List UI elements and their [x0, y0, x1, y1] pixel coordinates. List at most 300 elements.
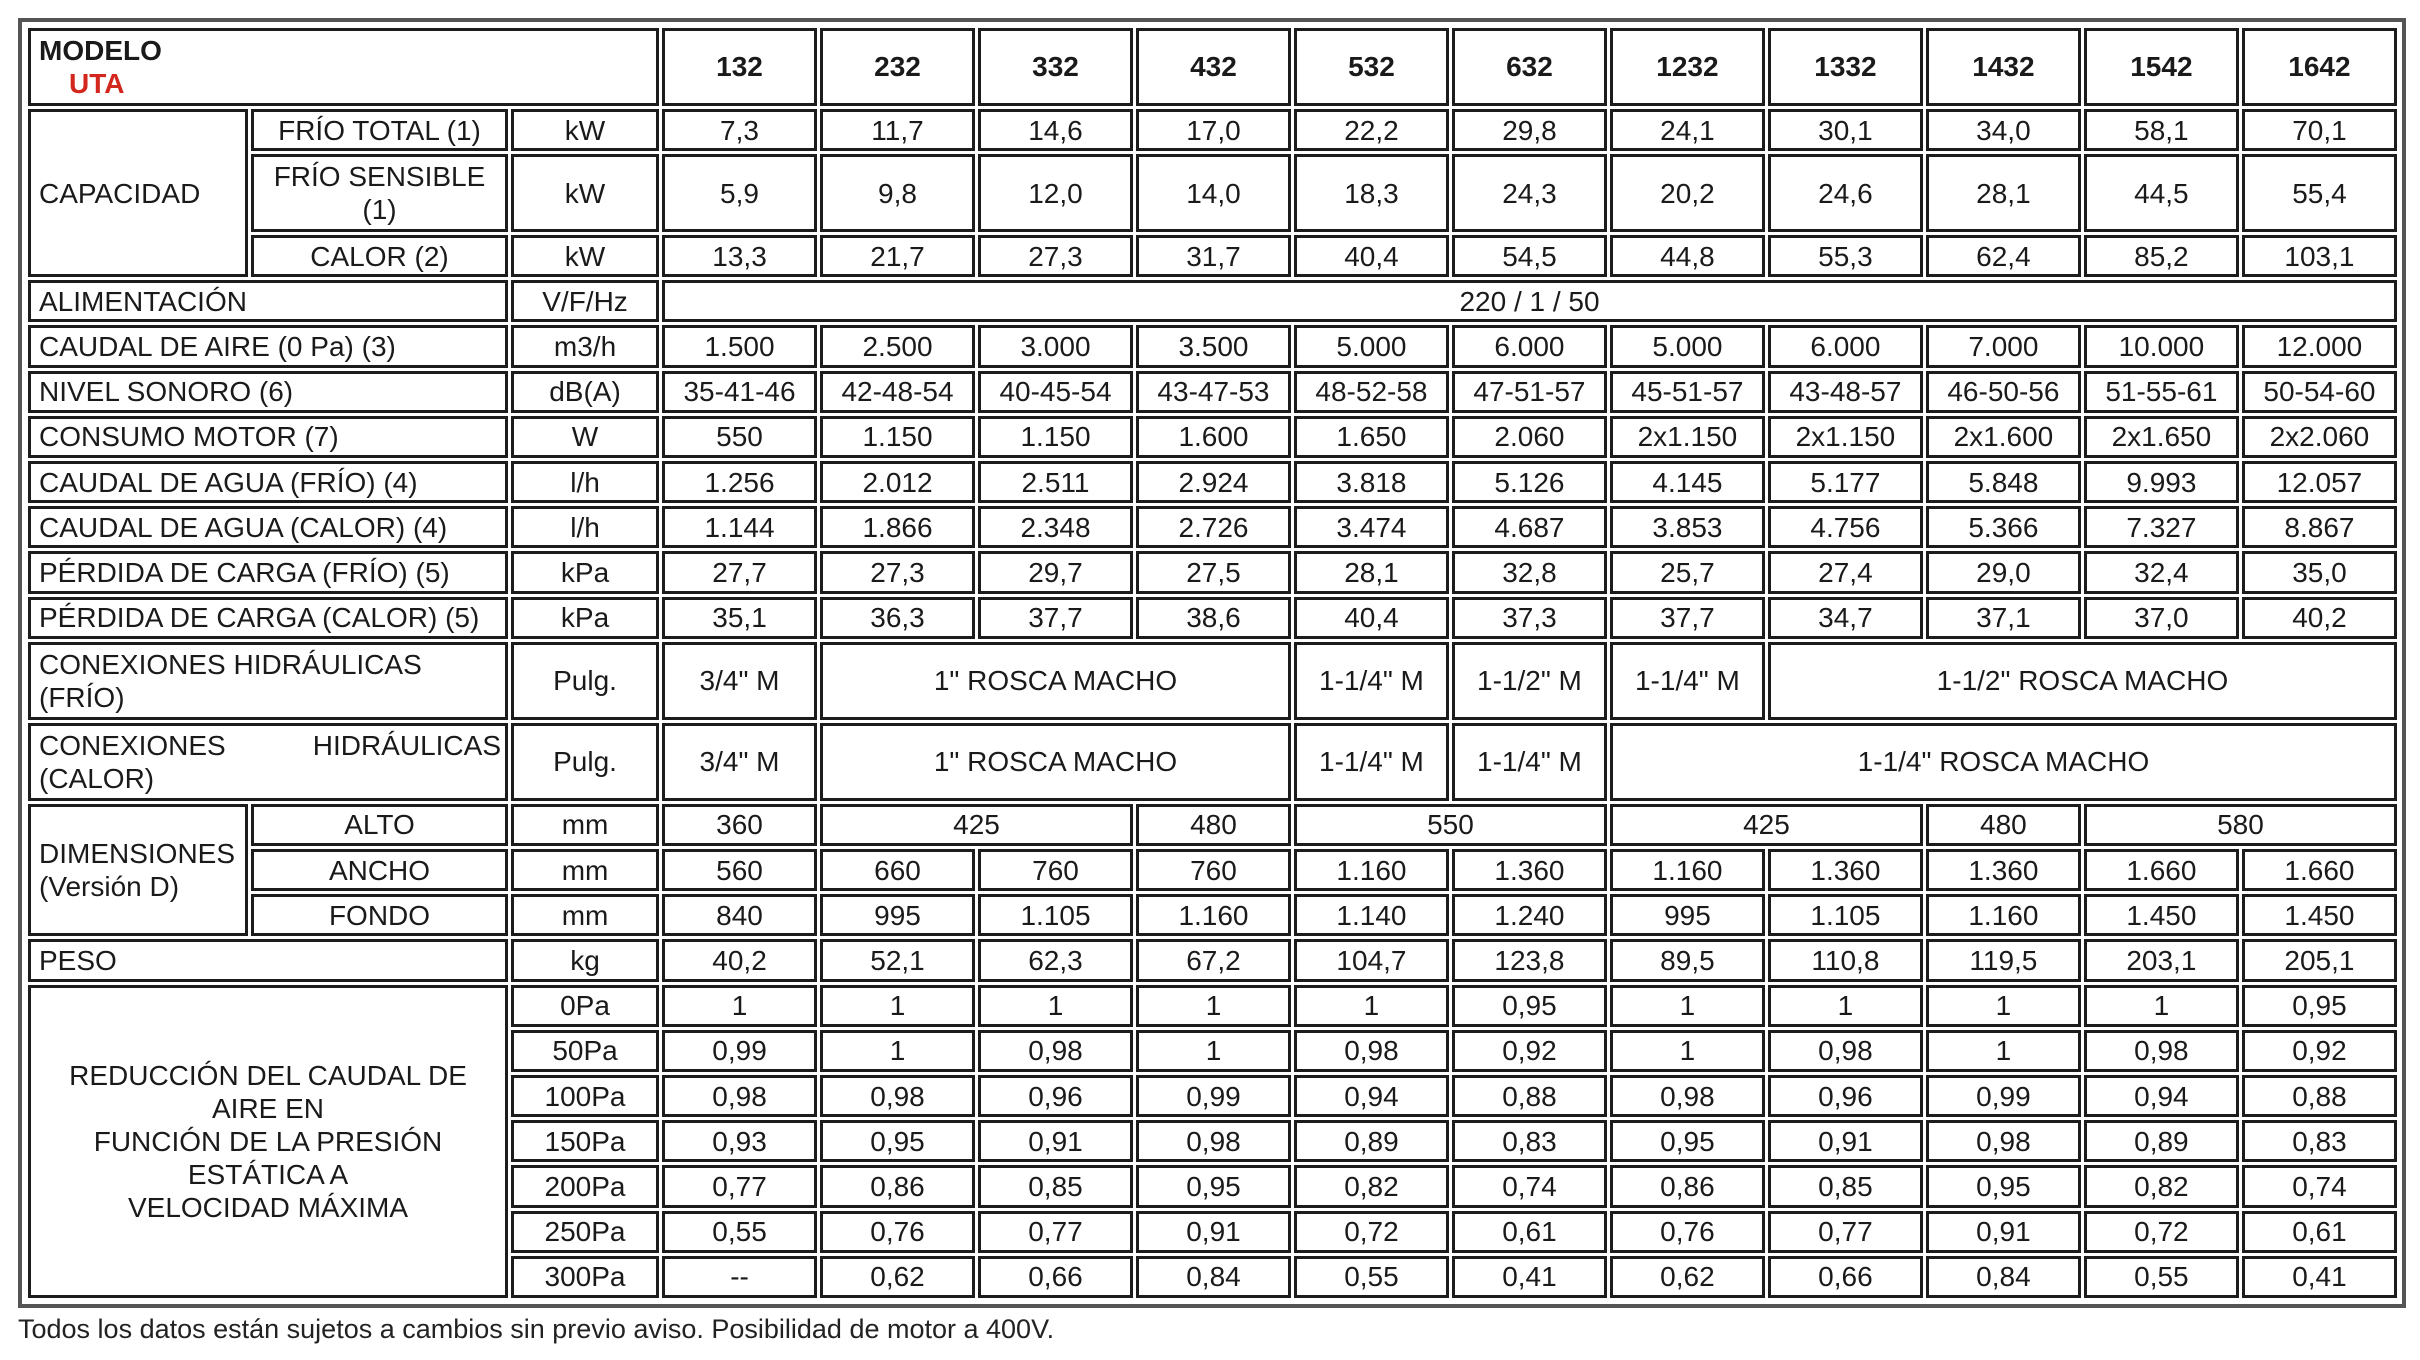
peso-row — [28, 939, 2397, 981]
value-cell: 1.160 — [1610, 849, 1765, 891]
value-cell: 55,3 — [1768, 235, 1923, 277]
value-cell: 1.450 — [2084, 894, 2239, 936]
value-cell: 21,7 — [820, 235, 975, 277]
value-cell: 2.726 — [1136, 506, 1291, 548]
value-cell: 2.511 — [978, 461, 1133, 503]
value-cell: 2.060 — [1452, 416, 1607, 458]
value-cell: 0,98 — [820, 1075, 975, 1117]
value-cell: 4.687 — [1452, 506, 1607, 548]
value-cell: 52,1 — [820, 939, 975, 981]
value-cell: 2.012 — [820, 461, 975, 503]
value-cell: 0,92 — [2242, 1030, 2397, 1072]
group-label-line: FUNCIÓN DE LA PRESIÓN — [93, 1125, 443, 1157]
unit-cell: mm — [511, 849, 659, 891]
value-cell: 1 — [1294, 985, 1449, 1027]
value-cell: 0,98 — [1294, 1030, 1449, 1072]
value-cell: 89,5 — [1610, 939, 1765, 981]
value-cell: 1-1/4" M — [1294, 723, 1449, 801]
value-cell: 0,98 — [1136, 1120, 1291, 1162]
value-cell: 0,98 — [1768, 1030, 1923, 1072]
value-cell: 2.348 — [978, 506, 1133, 548]
capacidad-row — [28, 109, 2397, 151]
value-cell: 48-52-58 — [1294, 371, 1449, 413]
footnote: Todos los datos están sujetos a cambios sin previo aviso. Posibilidad de motor a 400V. — [18, 1314, 1055, 1344]
value-cell: 0,84 — [1926, 1256, 2081, 1298]
value-cell: 1 — [1610, 985, 1765, 1027]
value-cell: 7,3 — [662, 109, 817, 151]
row-label: CALOR (2) — [251, 235, 508, 277]
value-cell: 0,72 — [1294, 1211, 1449, 1253]
value-cell: 1 — [1136, 1030, 1291, 1072]
value-cell: 0,99 — [1926, 1075, 2081, 1117]
value-cell: 0,91 — [1926, 1211, 2081, 1253]
value-cell: 29,8 — [1452, 109, 1607, 151]
value-cell: 0,98 — [1926, 1120, 2081, 1162]
row-label — [28, 723, 508, 801]
value-cell: 1 — [978, 985, 1133, 1027]
value-cell: 550 — [662, 416, 817, 458]
data-row — [28, 325, 2397, 367]
unit-cell: l/h — [511, 461, 659, 503]
value-cell: 2x1.150 — [1610, 416, 1765, 458]
value-cell: 3.500 — [1136, 325, 1291, 367]
value-cell: 70,1 — [2242, 109, 2397, 151]
value-cell: 5,9 — [662, 154, 817, 232]
value-cell: 2x2.060 — [2242, 416, 2397, 458]
value-cell: 1.150 — [978, 416, 1133, 458]
value-cell: 760 — [978, 849, 1133, 891]
alimentacion-row — [28, 280, 2397, 322]
unit-cell: 200Pa — [511, 1165, 659, 1207]
model-column-header: 232 — [820, 28, 975, 106]
row-label: FRÍO TOTAL (1) — [251, 109, 508, 151]
value-cell: 5.177 — [1768, 461, 1923, 503]
unit-cell: kW — [511, 109, 659, 151]
value-cell: 480 — [1136, 804, 1291, 846]
value-cell: 0,76 — [1610, 1211, 1765, 1253]
value-cell: 0,84 — [1136, 1256, 1291, 1298]
value-cell: 425 — [1610, 804, 1923, 846]
value-cell: 660 — [820, 849, 975, 891]
value-cell: 760 — [1136, 849, 1291, 891]
unit-cell: V/F/Hz — [511, 280, 659, 322]
value-cell: 32,4 — [2084, 551, 2239, 593]
value-cell: 5.848 — [1926, 461, 2081, 503]
value-cell: 43-47-53 — [1136, 371, 1291, 413]
value-cell: 0,82 — [2084, 1165, 2239, 1207]
dimensiones-row — [28, 804, 2397, 846]
unit-cell: kW — [511, 154, 659, 232]
value-cell: 29,7 — [978, 551, 1133, 593]
value-cell: 0,77 — [978, 1211, 1133, 1253]
value-cell: 0,88 — [2242, 1075, 2397, 1117]
model-column-header: 1332 — [1768, 28, 1923, 106]
unit-cell: kW — [511, 235, 659, 277]
reduccion-row — [28, 985, 2397, 1027]
value-cell: 3/4" M — [662, 642, 817, 720]
model-column-header: 1432 — [1926, 28, 2081, 106]
unit-cell: 300Pa — [511, 1256, 659, 1298]
value-cell: 0,85 — [1768, 1165, 1923, 1207]
value-cell: 0,77 — [1768, 1211, 1923, 1253]
row-label: PESO — [28, 939, 508, 981]
value-cell: 995 — [820, 894, 975, 936]
value-cell: 0,96 — [1768, 1075, 1923, 1117]
value-cell: 2.500 — [820, 325, 975, 367]
value-cell: 29,0 — [1926, 551, 2081, 593]
value-cell: 0,62 — [820, 1256, 975, 1298]
row-label: ALTO — [251, 804, 508, 846]
value-cell: 3/4" M — [662, 723, 817, 801]
model-column-header: 132 — [662, 28, 817, 106]
value-cell: 0,95 — [1452, 985, 1607, 1027]
value-cell: 3.000 — [978, 325, 1133, 367]
value-cell: 1.450 — [2242, 894, 2397, 936]
value-cell: 0,89 — [2084, 1120, 2239, 1162]
value-cell: 27,3 — [820, 551, 975, 593]
value-cell: 14,0 — [1136, 154, 1291, 232]
row-label: CAUDAL DE AIRE (0 Pa) (3) — [28, 325, 508, 367]
value-cell: 47-51-57 — [1452, 371, 1607, 413]
value-cell: 28,1 — [1294, 551, 1449, 593]
value-cell: 5.126 — [1452, 461, 1607, 503]
group-label-line: AIRE EN — [211, 1092, 325, 1124]
value-cell: 1.660 — [2084, 849, 2239, 891]
unit-cell: kPa — [511, 551, 659, 593]
value-cell: 34,7 — [1768, 597, 1923, 639]
value-cell: 1 — [1610, 1030, 1765, 1072]
value-cell: 1.256 — [662, 461, 817, 503]
value-cell: 0,91 — [1136, 1211, 1291, 1253]
value-cell: 5.366 — [1926, 506, 2081, 548]
row-label: CONSUMO MOTOR (7) — [28, 416, 508, 458]
value-cell: 1.160 — [1926, 894, 2081, 936]
value-cell: 0,86 — [820, 1165, 975, 1207]
value-cell: 27,4 — [1768, 551, 1923, 593]
value-cell: 58,1 — [2084, 109, 2239, 151]
value-cell: 28,1 — [1926, 154, 2081, 232]
value-cell: 1 — [1768, 985, 1923, 1027]
data-row — [28, 371, 2397, 413]
reduccion-group-label — [28, 985, 508, 1298]
value-cell: 1.360 — [1926, 849, 2081, 891]
value-cell: 0,88 — [1452, 1075, 1607, 1117]
value-cell: 110,8 — [1768, 939, 1923, 981]
data-row — [28, 416, 2397, 458]
spec-table — [25, 25, 2400, 1301]
unit-cell: 250Pa — [511, 1211, 659, 1253]
unit-cell: 0Pa — [511, 985, 659, 1027]
value-cell: 0,98 — [2084, 1030, 2239, 1072]
value-cell: 2x1.150 — [1768, 416, 1923, 458]
value-cell: 0,92 — [1452, 1030, 1607, 1072]
value-cell: 0,76 — [820, 1211, 975, 1253]
value-cell: 24,3 — [1452, 154, 1607, 232]
value-cell: 12.057 — [2242, 461, 2397, 503]
model-column-header: 1642 — [2242, 28, 2397, 106]
value-cell: 0,82 — [1294, 1165, 1449, 1207]
value-cell: 0,85 — [978, 1165, 1133, 1207]
value-cell: 6.000 — [1768, 325, 1923, 367]
model-column-header: 1542 — [2084, 28, 2239, 106]
value-cell: 43-48-57 — [1768, 371, 1923, 413]
value-cell: 42-48-54 — [820, 371, 975, 413]
row-label-word: (CALOR) — [39, 762, 155, 794]
value-cell: 2x1.650 — [2084, 416, 2239, 458]
value-cell: 2x1.600 — [1926, 416, 2081, 458]
value-cell: 0,77 — [662, 1165, 817, 1207]
value-cell: 0,55 — [1294, 1256, 1449, 1298]
value-cell: 1.140 — [1294, 894, 1449, 936]
value-cell: 13,3 — [662, 235, 817, 277]
value-cell: 24,6 — [1768, 154, 1923, 232]
value-cell: 85,2 — [2084, 235, 2239, 277]
value-cell: 20,2 — [1610, 154, 1765, 232]
value-cell: 0,91 — [978, 1120, 1133, 1162]
value-cell: 24,1 — [1610, 109, 1765, 151]
value-cell: 40,4 — [1294, 597, 1449, 639]
value-cell: 0,99 — [1136, 1075, 1291, 1117]
value-cell: 5.000 — [1610, 325, 1765, 367]
value-cell: 55,4 — [2242, 154, 2397, 232]
value-cell: 9.993 — [2084, 461, 2239, 503]
value-cell: 1" ROSCA MACHO — [820, 723, 1291, 801]
value-cell: 51-55-61 — [2084, 371, 2239, 413]
value-cell: 44,8 — [1610, 235, 1765, 277]
value-cell: 0,86 — [1610, 1165, 1765, 1207]
row-label: NIVEL SONORO (6) — [28, 371, 508, 413]
row-label: ALIMENTACIÓN — [28, 280, 508, 322]
row-label-line — [39, 729, 501, 762]
value-cell: 0,74 — [2242, 1165, 2397, 1207]
value-cell: 1.150 — [820, 416, 975, 458]
value-cell: 31,7 — [1136, 235, 1291, 277]
dimensiones-group-label — [28, 804, 248, 937]
value-cell: 12,0 — [978, 154, 1133, 232]
value-cell: 40,2 — [2242, 597, 2397, 639]
row-label: ANCHO — [251, 849, 508, 891]
value-cell: 40-45-54 — [978, 371, 1133, 413]
value-cell: 27,7 — [662, 551, 817, 593]
data-row — [28, 597, 2397, 639]
value-cell: 0,83 — [2242, 1120, 2397, 1162]
row-label-word: CONEXIONES — [39, 729, 226, 761]
row-label: PÉRDIDA DE CARGA (FRÍO) (5) — [28, 551, 508, 593]
value-cell: 27,5 — [1136, 551, 1291, 593]
value-cell: -- — [662, 1256, 817, 1298]
value-cell: 12.000 — [2242, 325, 2397, 367]
value-cell: 0,91 — [1768, 1120, 1923, 1162]
value-cell: 32,8 — [1452, 551, 1607, 593]
value-cell: 10.000 — [2084, 325, 2239, 367]
value-cell: 0,94 — [2084, 1075, 2239, 1117]
value-cell: 0,98 — [662, 1075, 817, 1117]
value-cell: 5.000 — [1294, 325, 1449, 367]
value-cell: 1.650 — [1294, 416, 1449, 458]
value-cell: 7.000 — [1926, 325, 2081, 367]
value-cell: 1 — [662, 985, 817, 1027]
value-cell: 1.360 — [1768, 849, 1923, 891]
model-column-header: 432 — [1136, 28, 1291, 106]
group-label-line: ESTÁTICA A — [187, 1158, 349, 1190]
unit-cell: dB(A) — [511, 371, 659, 413]
value-cell: 4.145 — [1610, 461, 1765, 503]
value-cell: 220 / 1 / 50 — [662, 280, 2397, 322]
group-label-line: DIMENSIONES — [39, 837, 236, 869]
dimensiones-row — [28, 849, 2397, 891]
value-cell: 8.867 — [2242, 506, 2397, 548]
value-cell: 0,41 — [1452, 1256, 1607, 1298]
data-row — [28, 506, 2397, 548]
value-cell: 45-51-57 — [1610, 371, 1765, 413]
value-cell: 1-1/4" M — [1452, 723, 1607, 801]
value-cell: 37,1 — [1926, 597, 2081, 639]
value-cell: 119,5 — [1926, 939, 2081, 981]
row-label-line — [39, 762, 501, 795]
value-cell: 0,95 — [1610, 1120, 1765, 1162]
value-cell: 54,5 — [1452, 235, 1607, 277]
value-cell: 580 — [2084, 804, 2397, 846]
value-cell: 50-54-60 — [2242, 371, 2397, 413]
value-cell: 35-41-46 — [662, 371, 817, 413]
value-cell: 0,66 — [1768, 1256, 1923, 1298]
value-cell: 37,0 — [2084, 597, 2239, 639]
value-cell: 22,2 — [1294, 109, 1449, 151]
value-cell: 35,0 — [2242, 551, 2397, 593]
value-cell: 17,0 — [1136, 109, 1291, 151]
value-cell: 0,74 — [1452, 1165, 1607, 1207]
value-cell: 1.105 — [978, 894, 1133, 936]
value-cell: 1.105 — [1768, 894, 1923, 936]
value-cell: 203,1 — [2084, 939, 2239, 981]
value-cell: 0,83 — [1452, 1120, 1607, 1162]
value-cell: 0,95 — [1136, 1165, 1291, 1207]
value-cell: 1.160 — [1136, 894, 1291, 936]
group-label-line: (Versión D) — [39, 871, 180, 903]
unit-cell: kPa — [511, 597, 659, 639]
value-cell: 62,3 — [978, 939, 1133, 981]
value-cell: 0,89 — [1294, 1120, 1449, 1162]
value-cell: 37,3 — [1452, 597, 1607, 639]
value-cell: 0,93 — [662, 1120, 817, 1162]
value-cell: 44,5 — [2084, 154, 2239, 232]
value-cell: 1-1/4" M — [1294, 642, 1449, 720]
value-cell: 11,7 — [820, 109, 975, 151]
value-cell: 0,61 — [1452, 1211, 1607, 1253]
value-cell: 560 — [662, 849, 817, 891]
value-cell: 1.160 — [1294, 849, 1449, 891]
value-cell: 2.924 — [1136, 461, 1291, 503]
value-cell: 1-1/2" ROSCA MACHO — [1768, 642, 2397, 720]
value-cell: 205,1 — [2242, 939, 2397, 981]
unit-cell: kg — [511, 939, 659, 981]
value-cell: 38,6 — [1136, 597, 1291, 639]
value-cell: 1 — [1926, 985, 2081, 1027]
model-column-header: 532 — [1294, 28, 1449, 106]
value-cell: 0,66 — [978, 1256, 1133, 1298]
value-cell: 1 — [820, 1030, 975, 1072]
value-cell: 35,1 — [662, 597, 817, 639]
value-cell: 0,41 — [2242, 1256, 2397, 1298]
value-cell: 0,55 — [662, 1211, 817, 1253]
unit-cell: m3/h — [511, 325, 659, 367]
value-cell: 3.853 — [1610, 506, 1765, 548]
unit-cell: mm — [511, 894, 659, 936]
model-column-header: 1232 — [1610, 28, 1765, 106]
value-cell: 4.756 — [1768, 506, 1923, 548]
value-cell: 67,2 — [1136, 939, 1291, 981]
value-cell: 1" ROSCA MACHO — [820, 642, 1291, 720]
unit-cell: 100Pa — [511, 1075, 659, 1117]
unit-cell: Pulg. — [511, 642, 659, 720]
value-cell: 0,62 — [1610, 1256, 1765, 1298]
value-cell: 3.818 — [1294, 461, 1449, 503]
row-label: FONDO — [251, 894, 508, 936]
value-cell: 104,7 — [1294, 939, 1449, 981]
value-cell: 1.660 — [2242, 849, 2397, 891]
value-cell: 9,8 — [820, 154, 975, 232]
unit-cell: 50Pa — [511, 1030, 659, 1072]
value-cell: 14,6 — [978, 109, 1133, 151]
value-cell: 0,55 — [2084, 1256, 2239, 1298]
unit-cell: W — [511, 416, 659, 458]
row-label: CAUDAL DE AGUA (CALOR) (4) — [28, 506, 508, 548]
value-cell: 1 — [2084, 985, 2239, 1027]
value-cell: 0,61 — [2242, 1211, 2397, 1253]
value-cell: 0,99 — [662, 1030, 817, 1072]
model-column-header: 632 — [1452, 28, 1607, 106]
row-label: CONEXIONES HIDRÁULICAS (FRÍO) — [28, 642, 508, 720]
value-cell: 1-1/4" M — [1610, 642, 1765, 720]
value-cell: 0,95 — [2242, 985, 2397, 1027]
capacidad-row — [28, 154, 2397, 232]
value-cell: 0,96 — [978, 1075, 1133, 1117]
model-sub: UTA — [69, 67, 125, 99]
conexiones-calor-row — [28, 723, 2397, 801]
group-label-line: REDUCCIÓN DEL CAUDAL DE — [69, 1059, 467, 1091]
unit-cell: mm — [511, 804, 659, 846]
value-cell: 0,72 — [2084, 1211, 2239, 1253]
value-cell: 103,1 — [2242, 235, 2397, 277]
value-cell: 840 — [662, 894, 817, 936]
value-cell: 0,98 — [1610, 1075, 1765, 1117]
value-cell: 1.144 — [662, 506, 817, 548]
data-row — [28, 551, 2397, 593]
value-cell: 27,3 — [978, 235, 1133, 277]
row-label: PÉRDIDA DE CARGA (CALOR) (5) — [28, 597, 508, 639]
value-cell: 30,1 — [1768, 109, 1923, 151]
model-header-cell — [28, 28, 659, 106]
value-cell: 1.600 — [1136, 416, 1291, 458]
row-label: CAUDAL DE AGUA (FRÍO) (4) — [28, 461, 508, 503]
value-cell: 1.360 — [1452, 849, 1607, 891]
value-cell: 425 — [820, 804, 1133, 846]
value-cell: 0,98 — [978, 1030, 1133, 1072]
value-cell: 360 — [662, 804, 817, 846]
group-label-line: VELOCIDAD MÁXIMA — [127, 1191, 409, 1223]
value-cell: 37,7 — [978, 597, 1133, 639]
value-cell: 1.866 — [820, 506, 975, 548]
conexiones-frio-row — [28, 642, 2397, 720]
model-column-header: 332 — [978, 28, 1133, 106]
capacidad-group-label: CAPACIDAD — [28, 109, 248, 277]
value-cell: 123,8 — [1452, 939, 1607, 981]
value-cell: 1.240 — [1452, 894, 1607, 936]
unit-cell: Pulg. — [511, 723, 659, 801]
value-cell: 480 — [1926, 804, 2081, 846]
value-cell: 3.474 — [1294, 506, 1449, 548]
value-cell: 1 — [820, 985, 975, 1027]
